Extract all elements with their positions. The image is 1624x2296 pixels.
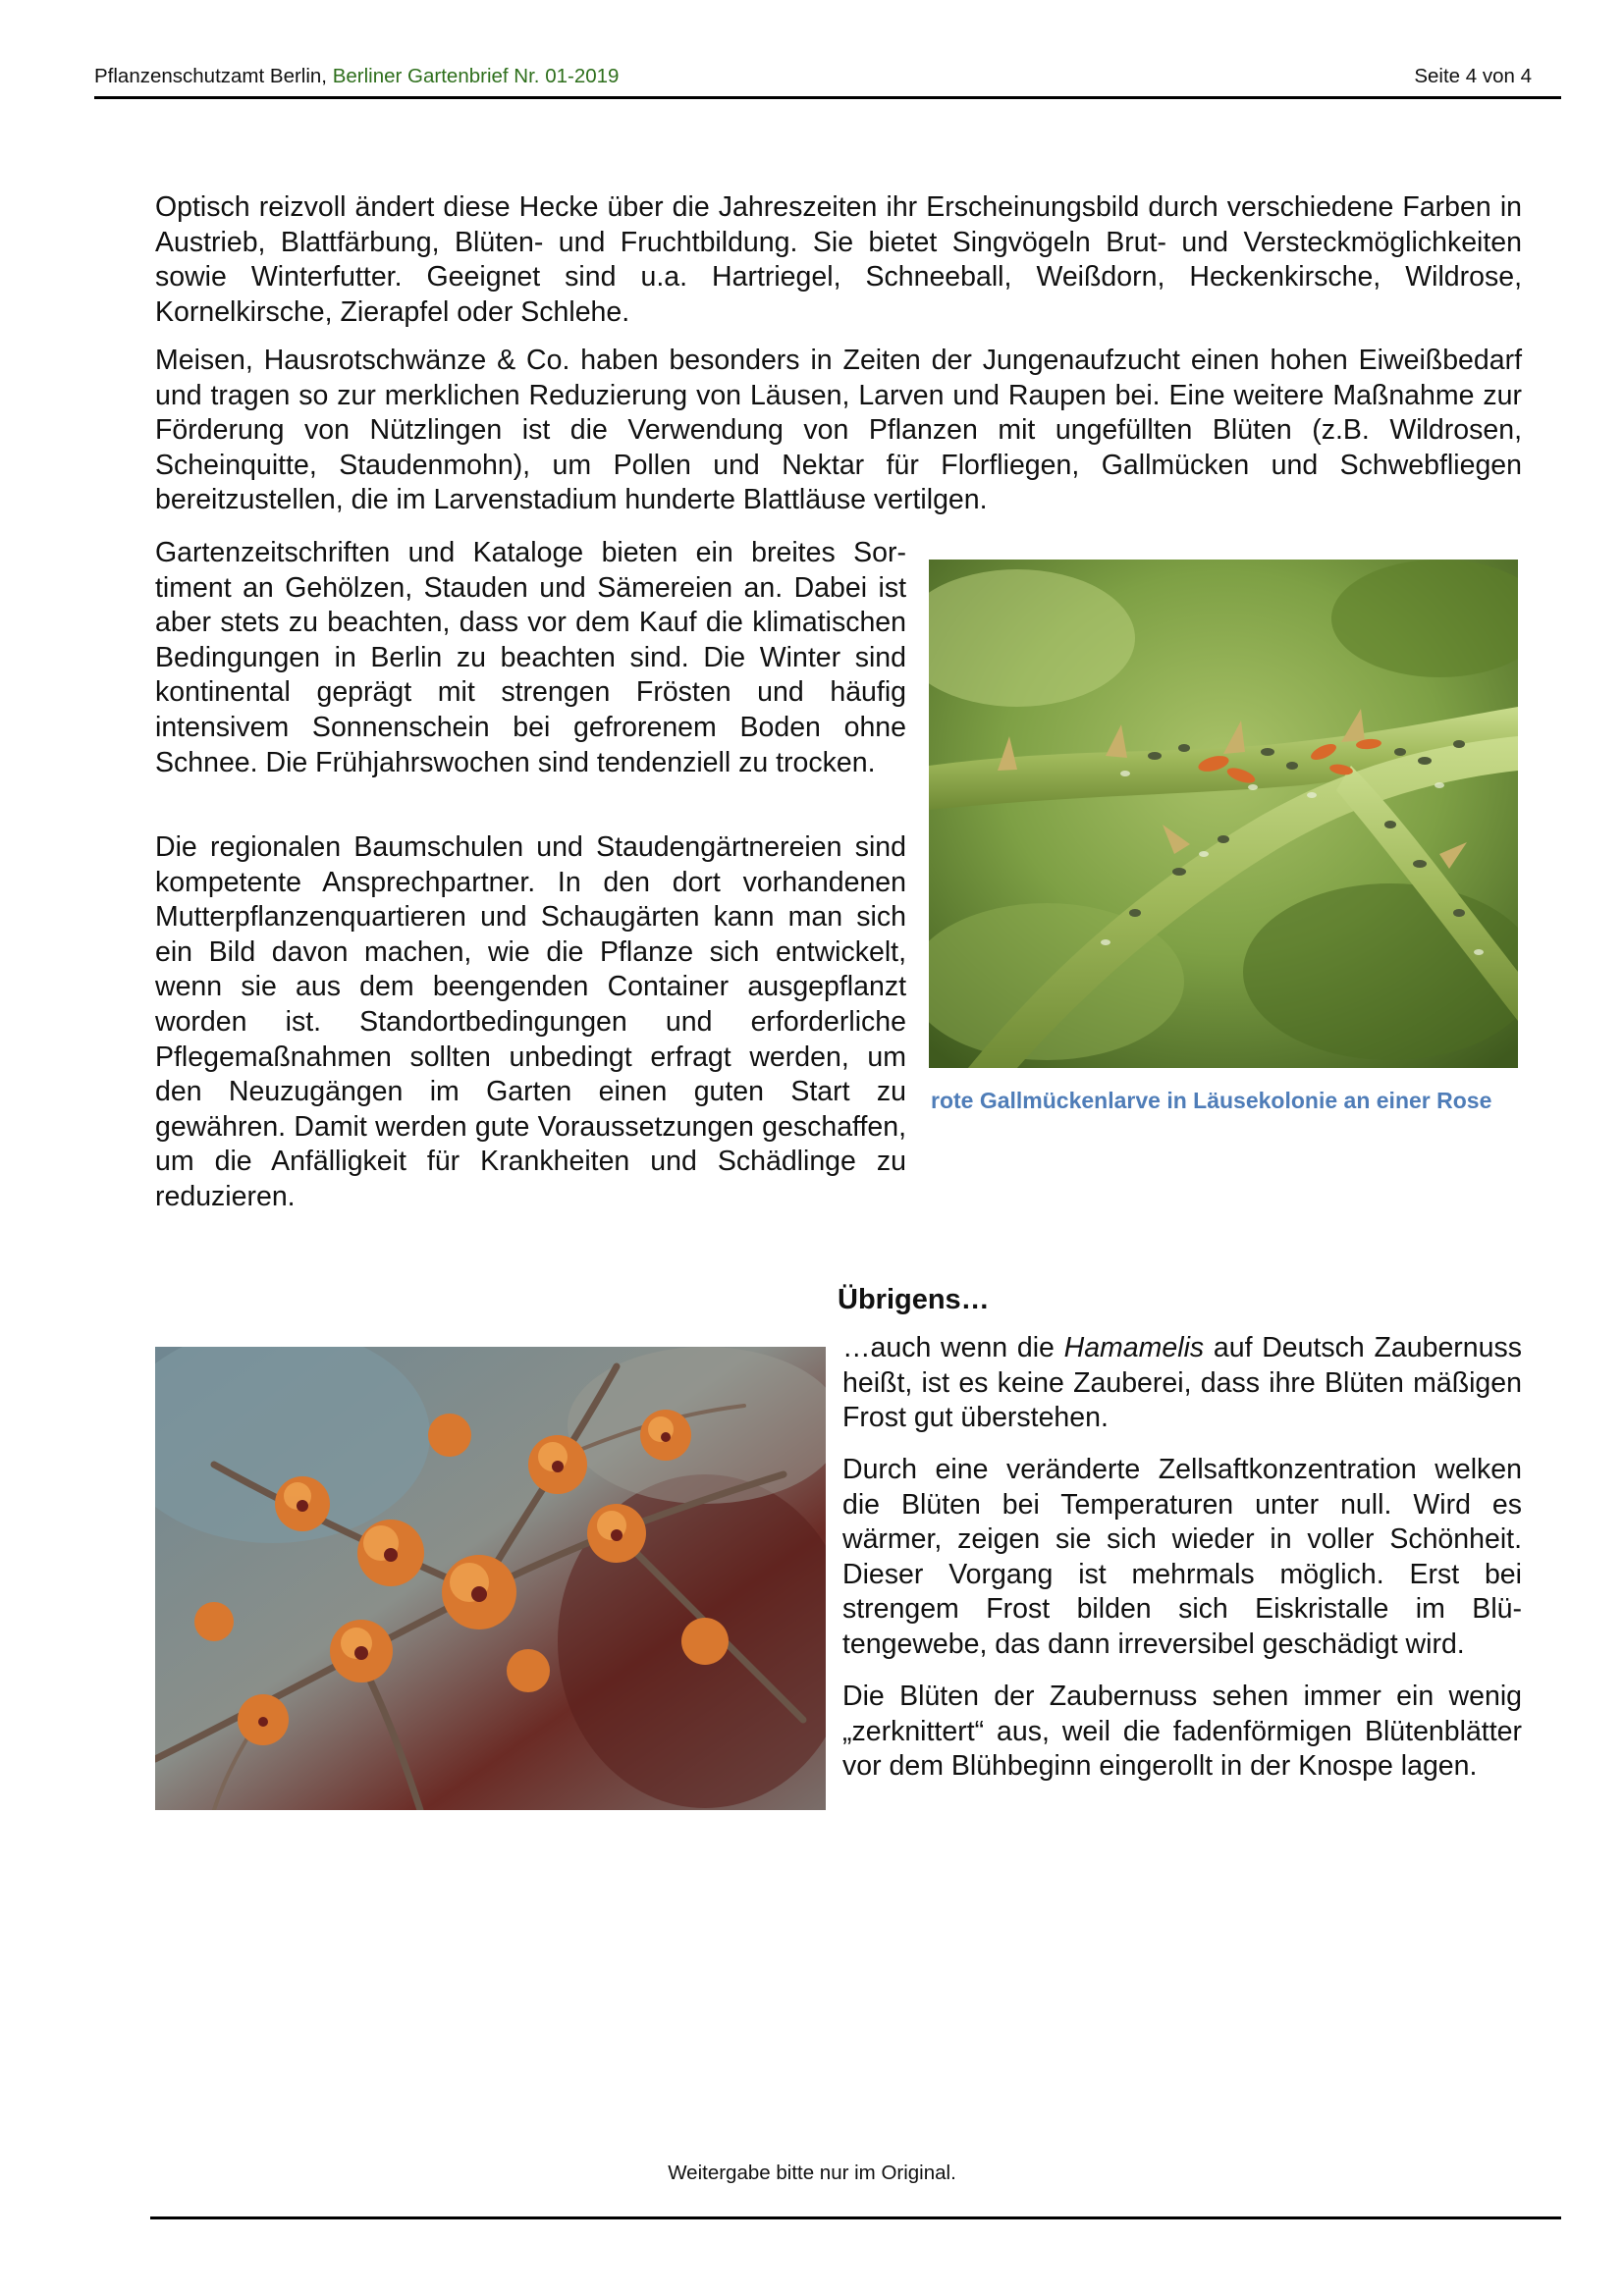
body-paragraph-1: Optisch reizvoll ändert diese Hecke über die Jahreszeiten ihr Erscheinungsbild durch verschiedene Farben in Austrieb, Blattfärbung, Blüten- und Fruchtbildung. Sie bietet Singvögeln Brut- und Versteckmöglichkeiten sowie Winterfutter. Geeignet sind u.a. Hartriegel, Schneeball, Weißdorn, Heckenkirsche, Wildrose, Kornelkirsche, Zierapfel oder Schlehe. (155, 191, 1522, 328)
aside-paragraph-2: Durch eine veränderte Zellsaftkonzentration welken die Blüten bei Temperaturen unter null. Wird es wärmer, zeigen sie sich wieder in voller Schönheit. Dieser Vorgang ist mehrmals möglich. Erst bei strengem Frost bilden sich Eiskristalle im Blütengewebe, das dann irreversibel geschädigt wird. (842, 1454, 1522, 1660)
aside-paragraph-3: Die Blüten der Zaubernuss sehen immer ein wenig „zerknittert“ aus, weil die fadenförmigen Blütenblätter vor dem Blühbeginn eingerollt in der Knospe lagen. (842, 1681, 1522, 1783)
header-org: Pflanzenschutzamt Berlin, (94, 65, 328, 87)
header-publication: Berliner Gartenbrief Nr. 01-2019 (332, 65, 620, 87)
photo-caption: rote Gallmückenlarve in Läusekolonie an einer Rose (931, 1088, 1492, 1113)
header-page-number: Seite 4 von 4 (1414, 65, 1532, 87)
aphid-colony-photo-art (929, 560, 1518, 1068)
footer-note: Weitergabe bitte nur im Original. (668, 2162, 956, 2184)
page-header (94, 63, 1561, 99)
body-paragraph-2: Meisen, Hausrotschwänze & Co. haben besonders in Zeiten der Jungenaufzucht einen hohen Eiweißbedarf und tragen so zur merklichen Reduzierung von Läusen, Larven und Raupen bei. Eine weitere Maßnahme zur Förderung von Nützlingen ist die Verwendung von Pflanzen mit ungefüllten Blüten (z.B. Wildrosen, Scheinquitte, Staudenmohn), um Pollen und Nektar für Florfliegen, Gallmücken und Schwebfliegen bereitzustellen, die im Larvenstadium hunderte Blattläuse vertilgen. (155, 345, 1522, 516)
hamamelis-blossom-photo (155, 1347, 826, 1810)
body-paragraph-4: Die regionalen Baumschulen und Staudengärtnereien sind kompetente Ansprechpartner. In den dort vorhandenen Mutterpflanzenquartieren und Schaugärten kann man sich ein Bild davon machen, wie die Pflanze sich entwickelt, wenn sie aus dem beengenden Container ausgepflanzt worden ist. Standortbedingungen und erforderliche Pflegemaßnahmen sollten unbedingt erfragt werden, um den Neuzugängen im Garten einen guten Start zu gewähren. Damit werden gute Voraussetzungen geschaffen, um die Anfälligkeit für Krankheiten und Schädlinge zu reduzieren. (155, 831, 906, 1212)
aside-paragraph-1 (842, 1331, 1522, 1436)
header-source (94, 63, 619, 90)
aside-paragraph-1-start: …auch wenn die (842, 1332, 1064, 1363)
aside-paragraph-1-rest: auf Deutsch Zaubernuss heißt, ist es keine Zauberei, dass ihre Blüten mäßigen Frost gut überstehen. (842, 1332, 1522, 1434)
body-paragraph-3: Gartenzeitschriften und Kataloge bieten ein breites Sortiment an Gehölzen, Stauden und Sämereien an. Dabei ist aber stets zu beachten, dass vor dem Kauf die klimatischen Bedingungen in Berlin zu beachten sind. Die Winter sind kontinental geprägt mit strengen Frösten und häufig intensivem Sonnenschein bei gefrorenem Boden ohne Schnee. Die Frühjahrswochen sind tendenziell zu trocken. (155, 537, 906, 778)
hamamelis-blossom-photo-art (155, 1347, 826, 1810)
aphid-colony-photo (929, 560, 1518, 1068)
aside-heading: Übrigens… (838, 1284, 990, 1315)
hamamelis-term: Hamamelis (1063, 1332, 1205, 1363)
footer-divider (150, 2216, 1561, 2219)
